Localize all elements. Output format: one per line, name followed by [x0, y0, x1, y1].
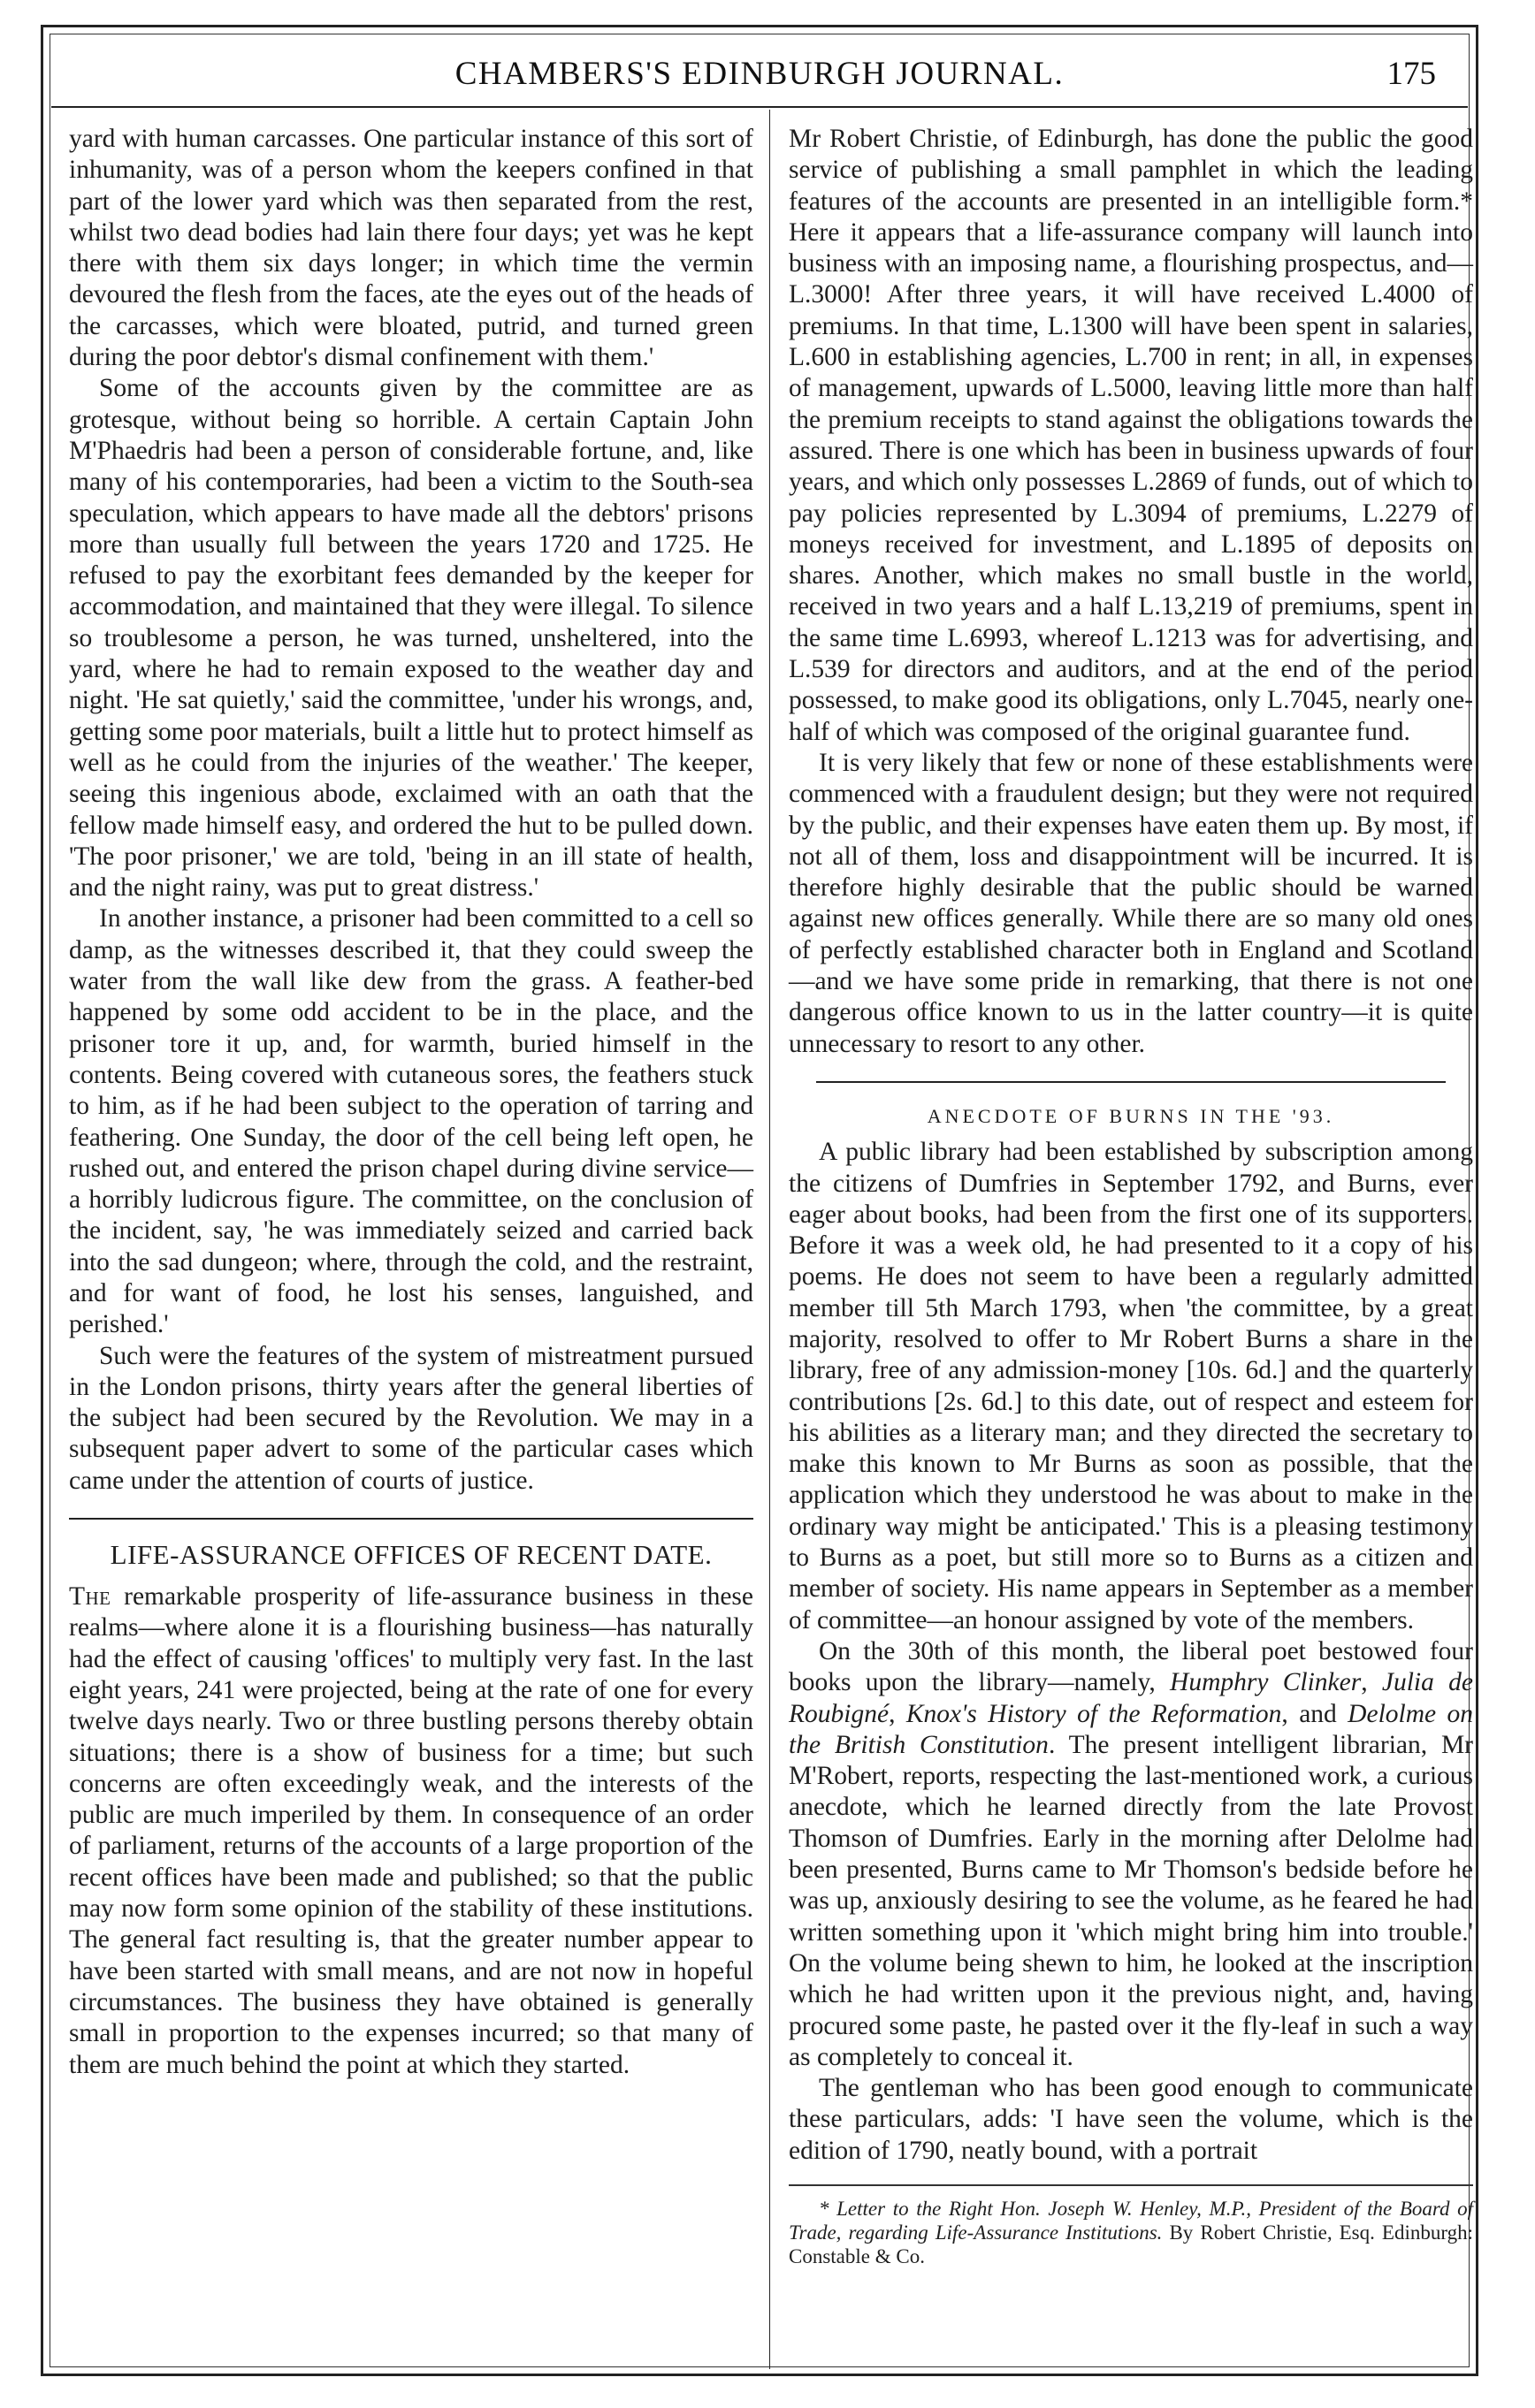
punctuation: , — [1361, 1668, 1382, 1697]
footnote — [789, 2197, 1473, 2268]
footnote-citation: * Letter to the Right Hon. Joseph W. Henley, M.P., President of the Board of Trade, regarding Life-Assurance Institutions. — [789, 2198, 1473, 2244]
section-heading-burns-anecdote: ANECDOTE OF BURNS IN THE '93. — [927, 1104, 1335, 1127]
book-title: Delolme on the British Constitution — [789, 1699, 1473, 1759]
section-divider — [816, 1081, 1446, 1083]
paragraph: Some of the accounts given by the committee are as grotesque, without being so horrible. A certain Captain John M'Phaedris had been a person of considerable fortune, and, like many of his contemporaries, had been a victim to the South-sea speculation, which appears to have made all the debtors' prisons more than usually full between the years 1720 and 1725. He refused to pay the exorbitant fees demanded by the keeper for accommodation, and maintained that they were illegal. To silence so troublesome a person, he was turned, unsheltered, into the yard, where he had to remain exposed to the weather day and night. 'He sat quietly,' said the committee, 'under his wrongs, and, getting some poor materials, built a little hut to protect himself as well as he could from the injuries of the weather.' The keeper, seeing this ingenious abode, exclaimed with an oath that the fellow made himself easy, and ordered the hut to be pulled down. 'The poor prisoner,' we are told, 'being in an ill state of health, and the night rainy, was put to great distress.' — [69, 374, 753, 903]
book-title: Julia de Roubigné — [789, 1668, 1473, 1728]
page-number: 175 — [1386, 56, 1436, 92]
book-title: Knox's History of the Reformation — [905, 1699, 1282, 1728]
paragraph: Such were the features of the system of mistreatment pursued in the London prisons, thirty years after the general liberties of the subject had been secured by the Revolution. We may in a subsequent paper advert to some of the particular cases which came under the attention of courts of justice. — [69, 1341, 753, 1495]
lead-word: The — [69, 1582, 111, 1612]
left-column — [69, 124, 753, 2081]
running-header — [51, 39, 1468, 108]
paragraph-text: On the 30th of this month, the liberal poet bestowed four books upon the library—namely, — [789, 1636, 1473, 1697]
paragraph: A public library had been established by subscription among the citizens of Dumfries in September 1792, and Burns, ever eager about books, had been from the first one of its supporters. Before it was a week old, he had presented to it a copy of his poems. He does not seem to have been a regularly admitted member till 5th March 1793, when 'the committee, by a great majority, resolved to offer to Mr Robert Burns a share in the library, free of any admission-money [10s. 6d.] and the quarterly contributions [2s. 6d.] to this date, out of respect and esteem for his abilities as a literary man; and they directed the secretary to make this known to Mr Burns as soon as possible, that the application which they understood he was about to make in the ordinary way might be anticipated.' This is a pleasing testimony to Burns as a poet, but still more so to Burns as a citizen and member of society. His name appears in September as a member of committee—an honour assigned by vote of the members. — [789, 1138, 1473, 1635]
book-title: Humphry Clinker — [1170, 1668, 1362, 1697]
column-divider — [769, 110, 770, 2369]
paragraph-text: . The present intelligent librarian, Mr M'Robert, reports, respecting the last-mentioned work, a curious anecdote, which he learned directly from the late Provost Thomson of Dumfries. Early in the morning after Delolme had been presented, Burns came to Mr Thomson's bedside before he was up, anxiously desiring to see the volume, as he feared he had written something upon it 'which might bring him into trouble.' On the volume being shewn to him, he looked at the inscription which he had written upon it the previous night, and, having procured some paste, he pasted over it the fly-leaf in such a way as completely to conceal it. — [789, 1730, 1474, 2071]
section-heading-life-assurance: LIFE-ASSURANCE OFFICES OF RECENT DATE. — [110, 1539, 713, 1571]
footnote-text: By Robert Christie, Esq. Edinburgh: Constable & Co. — [789, 2221, 1474, 2267]
punctuation: , and — [1281, 1699, 1348, 1728]
right-column — [789, 124, 1473, 2268]
paragraph: In another instance, a prisoner had been committed to a cell so damp, as the witnesses described it, that they could sweep the water from the wall like dew from the grass. A feather-bed happened by some odd accident to be in the place, and the prisoner tore it up, and, for warmth, buried himself in the contents. Being covered with cutaneous sores, the feathers stuck to him, as if he had been subject to the operation of tarring and feathering. One Sunday, the door of the cell being left open, he rushed out, and entered the prison chapel during divine service—a horribly ludicrous figure. The committee, on the conclusion of the incident, say, 'he was immediately seized and carried back into the sad dungeon; where, through the cold, and the restraint, and for want of food, he lost his senses, languished, and perished.' — [69, 904, 753, 1339]
paragraph — [69, 1581, 753, 2081]
paragraph: Mr Robert Christie, of Edinburgh, has done the public the good service of publishing a small pamphlet in which the leading features of the accounts are presented in an intelligible form.* Here it appears that a life-assurance company will launch into business with an imposing name, a flourishing prospectus, and—L.3000! After three years, it will have received L.4000 of premiums. In that time, L.1300 will have been spent in salaries, L.600 in establishing agencies, L.700 in rent; in all, in expenses of management, upwards of L.5000, leaving little more than half the premium receipts to stand against the obligations towards the assured. There is one which has been in business upwards of four years, and which only possesses L.2869 of funds, out of which to pay policies represented by L.3094 of premiums, L.2279 of moneys received for investment, and L.1895 of deposits on shares. Another, which makes no small bustle in the world, received in two years and a half L.13,219 of premiums, spent in the same time L.6993, whereof L.1213 was for advertising, and L.539 for directors and auditors, and at the end of the period possessed, to make good its obligations, only L.7045, nearly one-half of which was composed of the original guarantee fund. — [789, 125, 1473, 746]
paragraph: It is very likely that few or none of these establishments were commenced with a fraudulent design; but they were not required by the public, and their expenses have eaten them up. By most, if not all of them, loss and disappointment will be incurred. It is therefore highly desirable that the public should be warned against new offices generally. While there are so many old ones of perfectly established character both in England and Scotland—and we have some pride in remarking, that there is not one dangerous office known to us in the latter country—it is quite unnecessary to resort to any other. — [789, 748, 1473, 1058]
paragraph: The gentleman who has been good enough to communicate these particulars, adds: 'I have seen the volume, which is the edition of 1790, neatly bound, with a portrait — [789, 2074, 1473, 2165]
footnote-divider — [789, 2184, 1473, 2186]
paragraph: yard with human carcasses. One particular instance of this sort of inhumanity, was of a person whom the keepers confined in that part of the lower yard which was then separated from the rest, whilst two dead bodies had lain there four days; yet was he kept there with them six days longer; in which time the vermin devoured the flesh from the faces, ate the eyes out of the heads of the carcasses, which were bloated, putrid, and turned green during the poor debtor's dismal confinement with them.' — [69, 125, 753, 372]
journal-title: CHAMBERS'S EDINBURGH JOURNAL. — [454, 56, 1065, 92]
paragraph — [789, 1636, 1473, 2073]
punctuation: , — [889, 1699, 906, 1728]
section-divider — [69, 1518, 753, 1520]
paragraph-text: remarkable prosperity of life-assurance business in these realms—where alone it is a flourishing business—has naturally had the effect of causing 'offices' to multiply very fast. In the last eight years, 241 were projected, being at the rate of one for every twelve days nearly. Two or three bustling persons thereby obtain situations; there is a show of business for a time; but such concerns are often exceedingly weak, and the interests of the public are much imperiled by them. In consequence of an order of parliament, returns of the accounts of a large proportion of the recent offices have been made and published; so that the public may now form some opinion of the stability of these institutions. The general fact resulting is, that the greater number appear to have been started with small means, and are not now in hopeful circumstances. The business they have obtained is generally small in proportion to the expenses incurred; so that many of them are much behind the point at which they started. — [69, 1582, 753, 2079]
